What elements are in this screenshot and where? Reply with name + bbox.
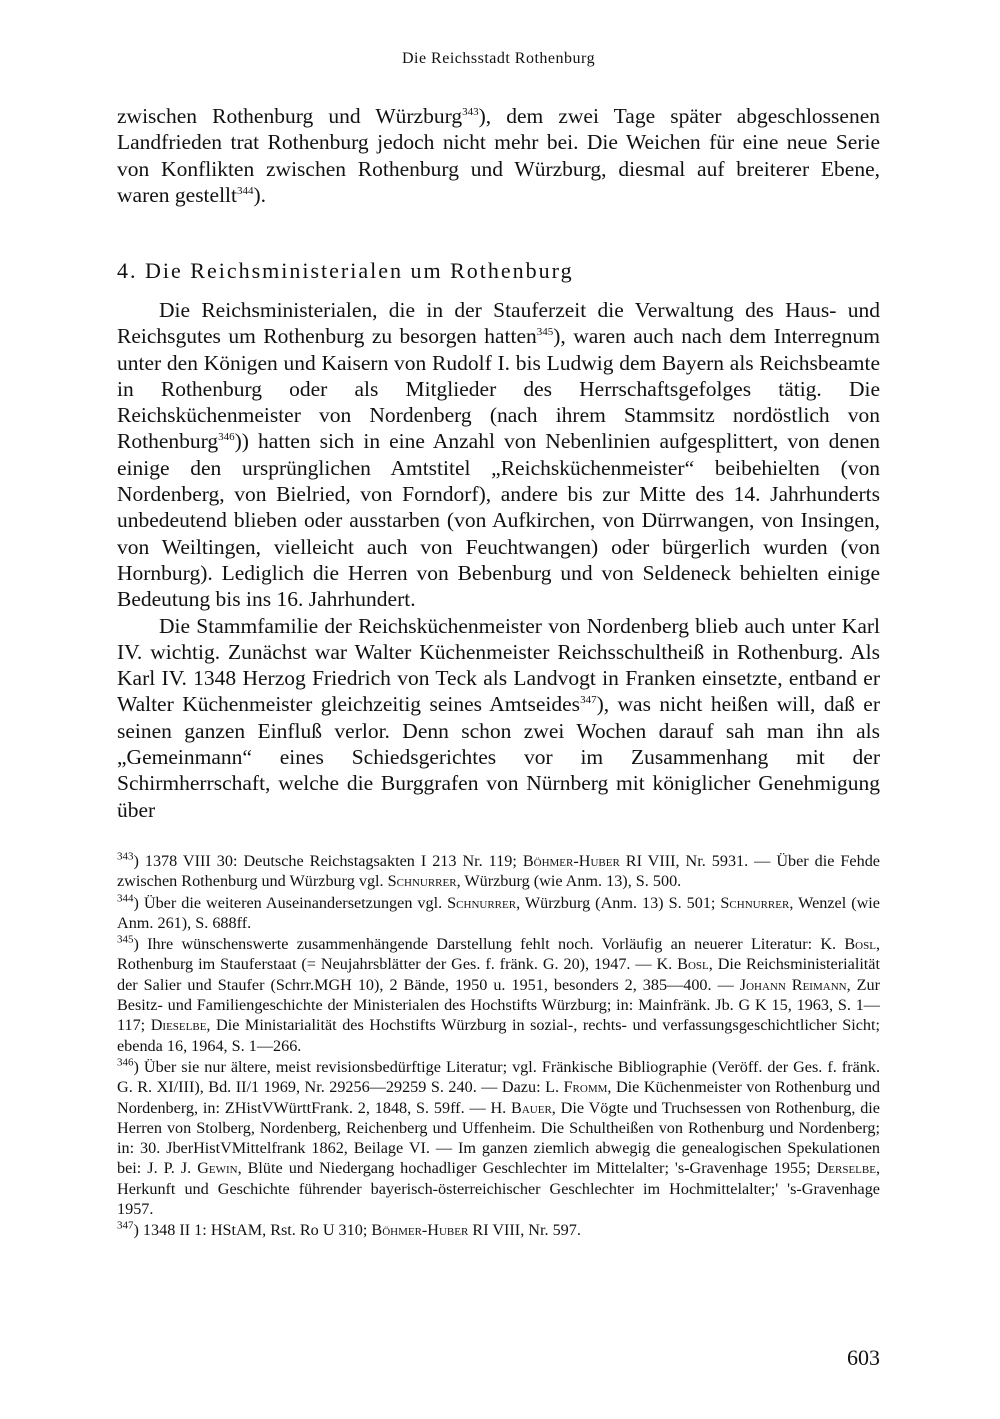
page-number: 603 [847, 1345, 880, 1370]
footnote-ref-347[interactable]: 347 [580, 694, 597, 707]
body-paragraphs [117, 297, 880, 823]
footnote-345: $^{345}$) Ihre wünschenswerte zusammenhängende Darstellung fehlt noch. Vorläufig an neuerer Literatur: K. Bosl, Rothenburg im Stauferstaat (= Neujahrsblätter der Ges. f. fränk. G. 20), 1947. — K. Bosl, Die Reichsministerialität der Salier und Staufer (Schrr.MGH 10), 2 Bände, 1950 u. 1951, besonders 2, 385—400. — Johann Reimann, Zur Besitz- und Familiengeschichte der Ministerialen des Hochstifts Würzburg; in: Mainfränk. Jb. G K 15, 1963, S. 1—117; Dieselbe, Die Ministarialität des Hochstifts Würzburg in sozial-, rechts- und verfassungsgeschichtlicher Sicht; ebenda 16, 1964, S. 1—266. [117, 933, 880, 1055]
footnote-ref-344[interactable]: 344 [237, 184, 254, 197]
paragraph-stammfamilie: Die Stammfamilie der Reichsküchenmeister von Nordenberg blieb auch unter Karl IV. wichtig. Zunächst war Walter Küchenmeister Reichsschultheiß in Rothenburg. Als Karl IV. 1348 Herzog Friedrich von Teck als Landvogt in Franken einsetzte, entband er Walter Küchenmeister gleichzeitig seines Amtseides$^{347}$), was nicht heißen will, daß er seinen ganzen Einfluß verlor. Denn schon zwei Wochen darauf sah man ihn als „Gemeinmann“ eines Schiedsgerichtes vor im Zusammenhang mit der Schirmherrschaft, welche die Burggrafen von Nürnberg mit königlicher Genehmigung über [117, 613, 880, 822]
footnote-ref-346[interactable]: 346 [218, 431, 235, 444]
footnote-ref-345[interactable]: 345 [536, 326, 554, 339]
footnotes [117, 851, 880, 1242]
footnote-347: $^{347}$) 1348 II 1: HStAM, Rst. Ro U 310; Böhmer-Huber RI VIII, Nr. 597. [117, 1219, 581, 1240]
footnote-344: $^{344}$) Über die weiteren Auseinandersetzungen vgl. Schnurrer, Würzburg (Anm. 13) S. 501; Schnurrer, Wenzel (wie Anm. 261), S. 688ff. [117, 892, 880, 932]
paragraph-reichsministerialen: Die Reichsministerialen, die in der Stauferzeit die Verwaltung des Haus- und Reichsgutes um Rothenburg zu besorgen hatten$^{345}$), waren auch nach dem Interregnum unter den Königen und Kaisern von Rudolf I. bis Ludwig dem Bayern als Reichsbeamte in Rothenburg oder als Mitglieder des Herrschaftsgefolges tätig. Die Reichsküchenmeister von Nordenberg (nach ihrem Stammsitz nordöstlich von Rothenburg$^{346}$)) hatten sich in eine Anzahl von Nebenlinien aufgesplittert, von denen einige den ursprünglichen Amtstitel „Reichsküchenmeister“ beibehielten (von Nordenberg, von Bielried, von Forndorf), andere bis zur Mitte des 14. Jahrhunderts unbedeutend blieben oder ausstarben (von Aufkirchen, von Dürrwangen, von Insingen, von Weiltingen, vielleicht auch von Feuchtwangen) oder bürgerlich wurden (von Hornburg). Lediglich die Herren von Bebenburg und von Seldeneck behielten einige Bedeutung bis ins 16. Jahrhundert. [117, 298, 880, 612]
paragraph-continuation: zwischen Rothenburg und Würzburg$^{343}$), dem zwei Tage später abgeschlossenen Landfrieden trat Rothenburg jedoch nicht mehr bei. Die Weichen für eine neue Serie von Konflikten zwischen Rothenburg und Würzburg, diesmal auf breiterer Ebene, waren gestellt$^{344}$). [117, 104, 880, 207]
footnote-346: $^{346}$) Über sie nur ältere, meist revisionsbedürftige Literatur; vgl. Fränkische Bibliographie (Veröff. der Ges. f. fränk. G. R. XI/III), Bd. II/1 1969, Nr. 29256—29259 S. 240. — Dazu: L. Fromm, Die Küchenmeister von Rothenburg und Nordenberg, in: ZHistVWürttFrank. 2, 1848, S. 59ff. — H. Bauer, Die Vögte und Truchsessen von Rothenburg, die Herren von Stolberg, Nordenberg, Reichenberg und Uffenheim. Die Schultheißen von Rothenburg und Nordenberg; in: 30. JberHistVMittelfrank 1862, Beilage VI. — Im ganzen ziemlich abwegig die genealogischen Spekulationen bei: J. P. J. Gewin, Blüte und Niedergang hochadliger Geschlechter im Mittelalter; 's-Gravenhage 1955; Derselbe, Herkunft und Geschichte führender bayerisch-österreichischer Geschlechter im Hochmittelalter;' 's-Gravenhage 1957. [117, 1056, 881, 1219]
running-head: Die Reichsstadt Rothenburg [401, 50, 596, 67]
footnote-ref-343[interactable]: 343 [462, 105, 479, 118]
footnote-343: $^{343}$) 1378 VIII 30: Deutsche Reichstagsakten I 213 Nr. 119; Böhmer-Huber RI VIII, Nr. 5931. — Über die Fehde zwischen Rothenburg und Würzburg vgl. Schnurrer, Würzburg (wie Anm. 13), S. 500. [117, 850, 880, 891]
section-heading: 4. Die Reichsministerialen um Rothenburg [117, 258, 574, 283]
